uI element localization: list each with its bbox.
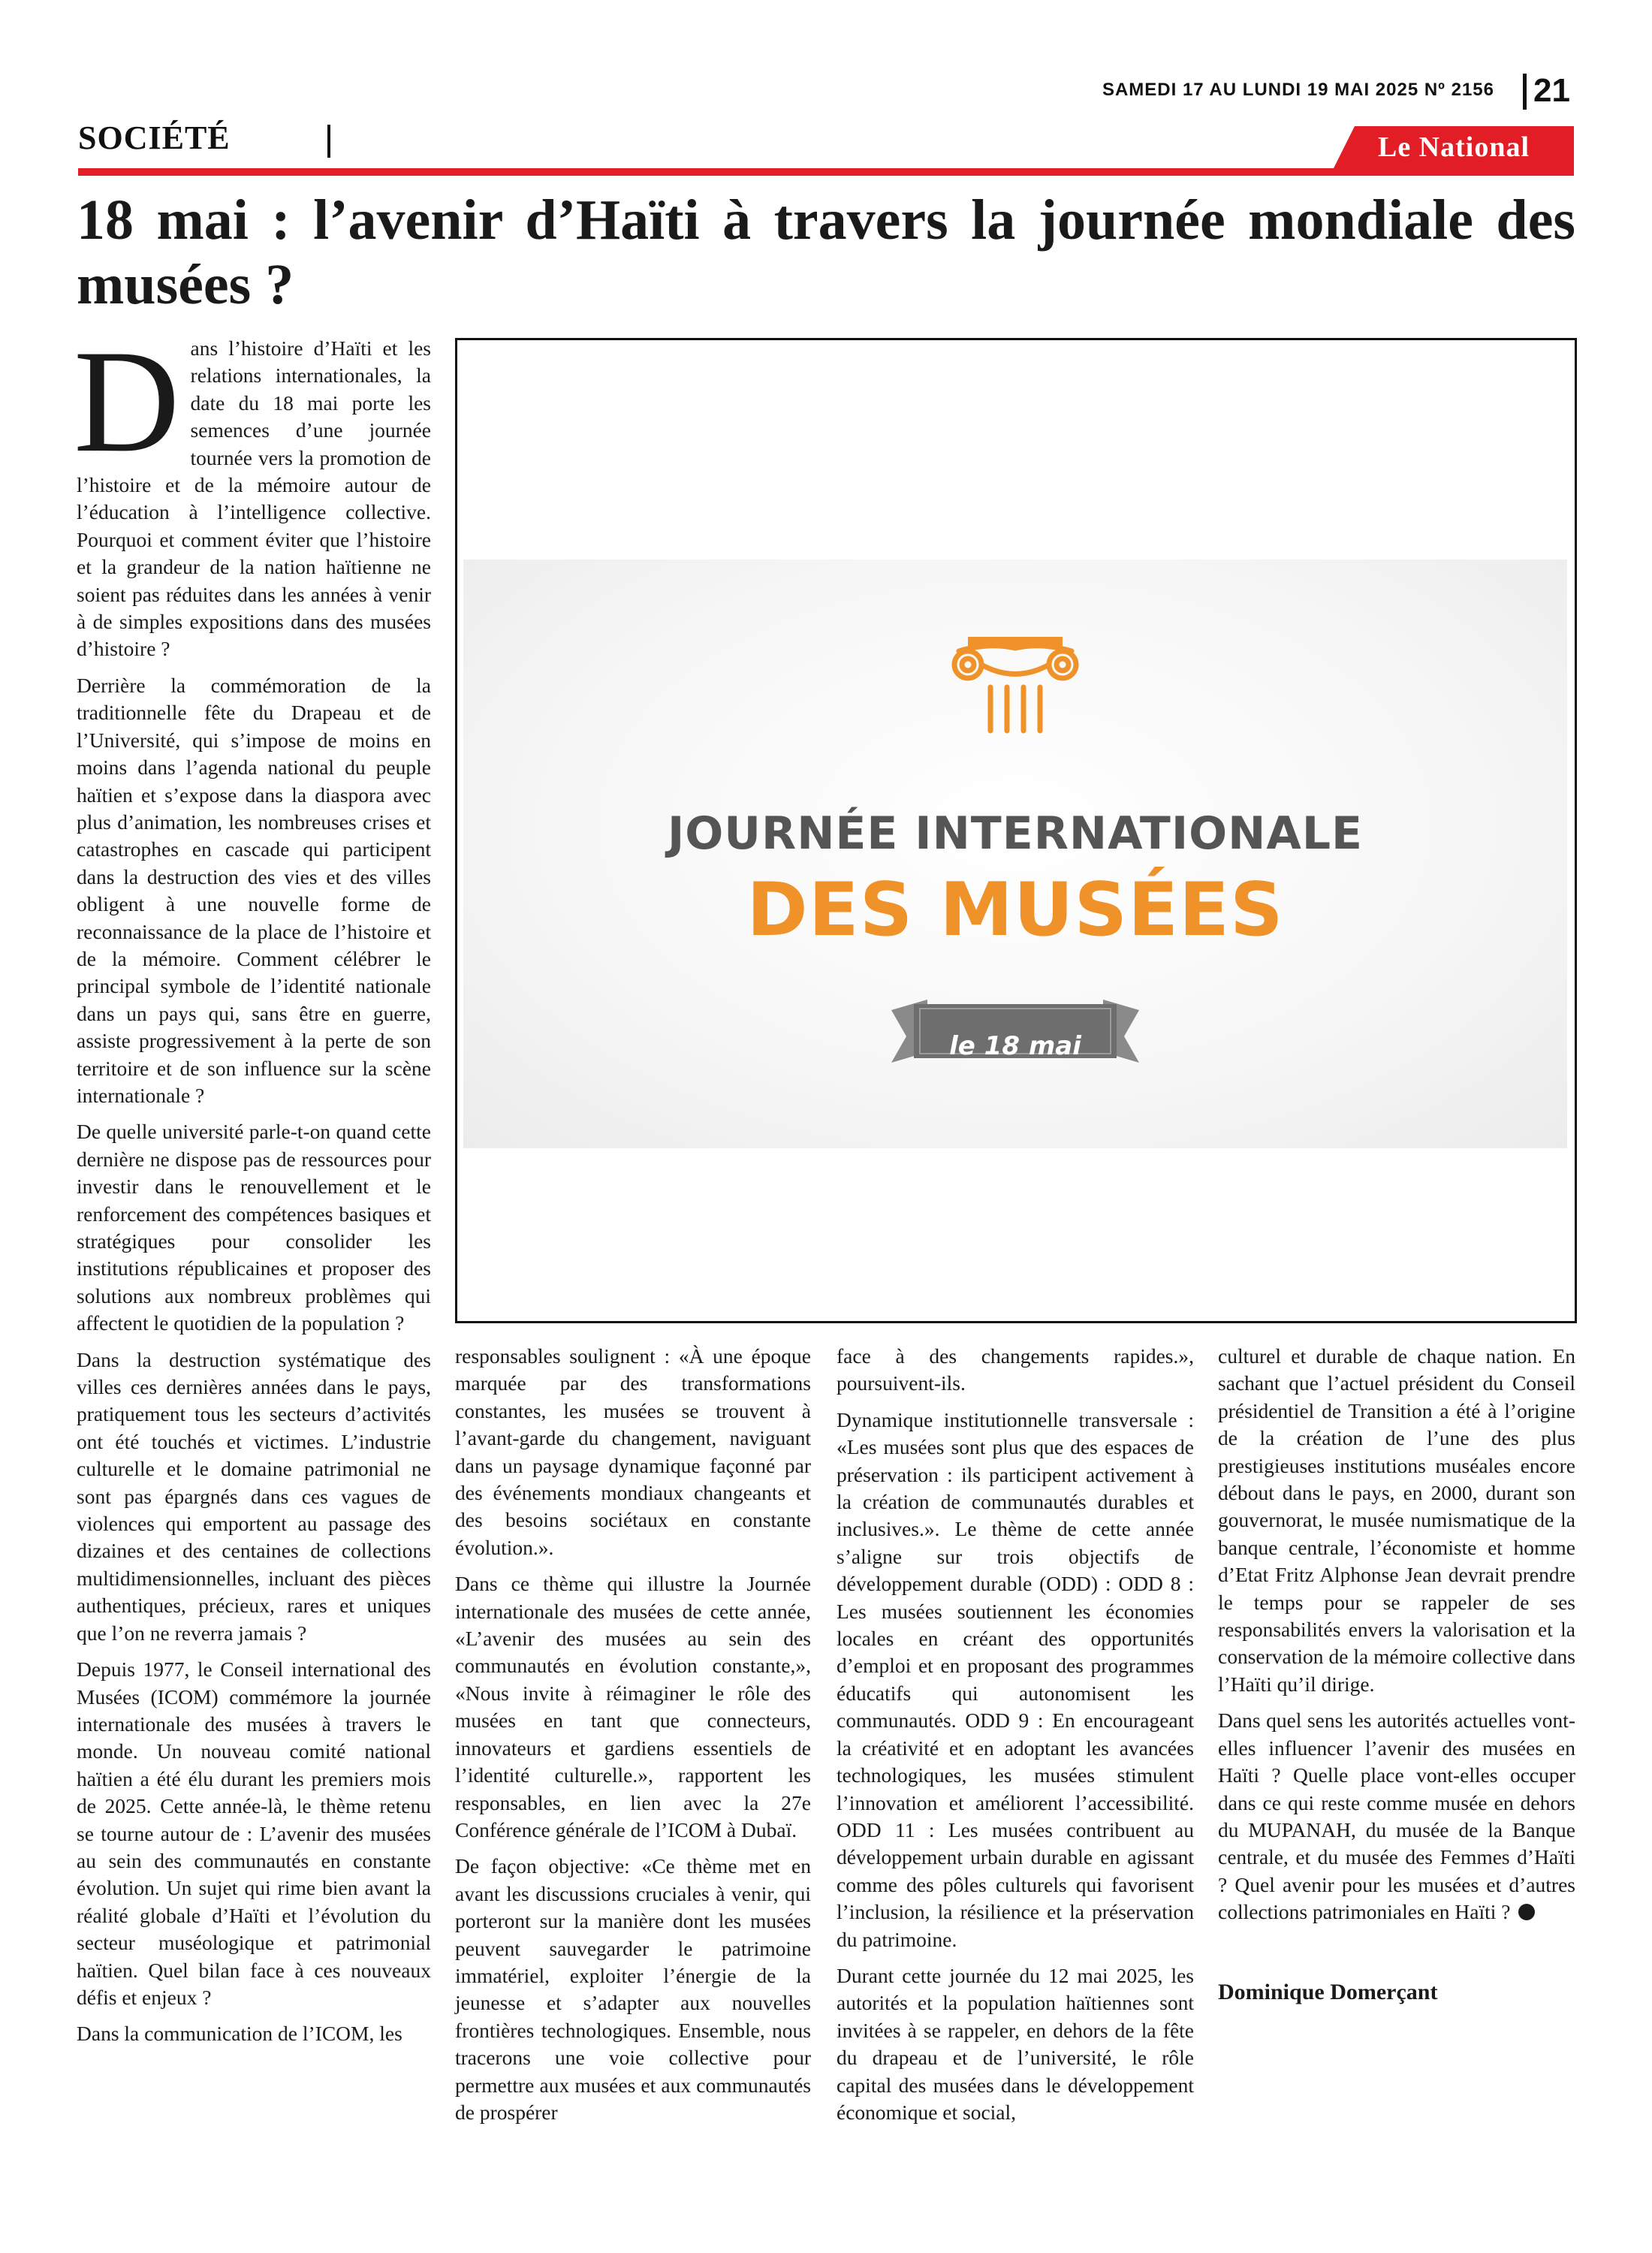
issue-date: SAMEDI 17 AU LUNDI 19 MAI 2025 Nº 2156: [1102, 80, 1494, 100]
museum-day-poster: [463, 559, 1567, 1148]
paragraph: face à des changements rapides.», poursuivent-ils.: [837, 1344, 1194, 1395]
paragraph: Dans ce thème qui illustre la Journée internationale des musées de cette année, «L’avenir des musées au sein des communautés en évolution constante,», «Nous invite à réimaginer le rôle des musées en tant que connecteurs, innovateurs et gardiens essentiels de l’identité culturelle.», rapportent les responsables, en lien avec la 27e Conférence générale de l’ICOM à Dubaï.: [455, 1572, 811, 1841]
paragraph: Dynamique institutionnelle transversale : «Les musées sont plus que des espaces de préservation : ils participent activement à la création de communautés durables et inclusives.». Le thème de cette année s’aligne sur trois objectifs de développement durable (ODD) : ODD 8 : Les musées soutiennent les économies locales en créant des opportunités d’emploi et en proposant des programmes éducatifs qui autonomisent les communautés. ODD 9 : En encourageant la créativité et en adoptant les avancées technologiques, les musées stimulent l’innovation et améliorent l’accessibilité. ODD 11 : Les musées contribuent au développement urbain durable en agissant comme des pôles culturels qui favorisent l’inclusion, la résilience et la préservation du patrimoine.: [837, 1407, 1194, 1951]
paragraph: responsables soulignent : «À une époque marquée par des transformations constantes, les musées se trouvent à l’avant-garde du changement, naviguant dans un paysage dynamique façonné par des événements mondiaux changeants et des besoins sociétaux en constante évolution.».: [455, 1344, 811, 1559]
paragraph: Dans l’histoire d’Haïti et les relations internationales, la date du 18 mai porte les semences d’une journée tournée vers la promotion de l’histoire et de la mémoire autour de l’éducation à l’intelligence collective. Pourquoi et comment éviter que l’histoire et la grandeur de la nation haïtienne ne soient pas réduites dans les années à venir à de simples expositions dans des musées d’histoire ?: [74, 320, 431, 661]
paragraph: De quelle université parle-t-on quand cette dernière ne dispose pas de ressources pour investir dans le renouvellement et le renforcement des compétences basiques et stratégiques pour consolider les institutions républicaines et proposer des solutions aux nombreux problèmes qui affectent le quotidien de la population ?: [77, 1120, 431, 1335]
paragraph: Dans la communication de l’ICOM, les: [77, 2022, 402, 2046]
poster-title-line-2: DES MUSÉES: [746, 867, 1284, 953]
paragraph: Dans quel sens les autorités actuelles vont-elles influencer l’avenir des musées en Haïti ? Quelle place vont-elles occuper dans ce qui reste comme musée en dehors du MUPANAH, du musée de la Banque centrale, et du musée des Femmes d’Haïti ? Quel avenir pour les musées et d’autres collections patrimoniales en Haïti ?: [1218, 1709, 1575, 1924]
article-author: Dominique Domerçant: [1218, 1979, 1438, 2004]
poster-title-line-1: JOURNÉE INTERNATIONALE: [667, 807, 1364, 860]
article-column-1: [74, 320, 431, 2057]
paragraph: Dans la destruction systématique des villes ces dernières années dans le pays, pratiquement tous les secteurs d’activités ont été touchés et victimes. L’industrie culturelle et le domaine patrimonial ne sont pas épargnés dans ces vagues de violences qui emportent au passage des dizaines et des centaines de collections multidimensionnelles, incluant des pièces authentiques, précieux, rares et uniques que l’on ne reverra jamais ?: [77, 1347, 431, 1645]
brand-name: Le National: [1377, 131, 1530, 163]
article-column-4: [1218, 1343, 1575, 2015]
paragraph: Derrière la commémoration de la traditionnelle fête du Drapeau et de l’Université, qui s’impose de moins en moins dans l’agenda national du peuple haïtien et s’expose dans la diaspora avec plus d’animation, les nombreuses crises et catastrophes en cascade qui participent dans la destruction des vies et des villes obligent à une nouvelle forme de reconnaissance de la place de l’histoire et de la mémoire. Comment célébrer le principal symbole de l’identité nationale dans un pays qui, sans être en guerre, assiste progressivement à la perte de son territoire et de son influence sur la scène internationale ?: [77, 673, 431, 1107]
paragraph: Durant cette journée du 12 mai 2025, les autorités et la population haïtiennes sont invitées à se rappeler, en dehors de la fête du drapeau et de l’université, le rôle capital des musées dans le développement économique et social,: [837, 1963, 1194, 2124]
article-headline: 18 mai : l’avenir d’Haïti à travers la journée mondiale des musées ?: [77, 189, 1575, 316]
paragraph: De façon objective: «Ce thème met en avant les discussions cruciales à venir, qui porteront sur la manière dont les musées peuvent sauvegarder le patrimoine immatériel, exploiter l’énergie de la jeunesse et s’adapter aux nouvelles frontières technologiques. Ensemble, nous tracerons une voie collective pour permettre aux musées et aux communautés de prospérer: [455, 1854, 811, 2124]
section-title: SOCIÉTÉ: [78, 119, 231, 156]
article-column-2: [455, 1343, 811, 2135]
paragraph: culturel et durable de chaque nation. En sachant que l’actuel président du Conseil présidentiel de Transition a été à l’origine de la création de l’une des plus prestigieuses institutions muséales encore débout dans le pays, en 2000, durant son gouvernorat, le musée numismatique de la banque centrale, l’économiste et homme d’Etat Fritz Alphonse Jean devrait prendre le temps pour se rappeler de ses responsabilités envers la valorisation et la conservation de la mémoire collective dans l’Haïti qu’il dirige.: [1218, 1344, 1575, 1696]
article-image-frame: [455, 338, 1577, 1323]
poster-ribbon-date: le 18 mai: [949, 1031, 1081, 1061]
header-rule: [78, 168, 1574, 176]
paragraph: Depuis 1977, le Conseil international des Musées (ICOM) commémore la journée internationale des musées à travers le monde. Un nouveau comité national haïtien a été élu durant les premiers mois de 2025. Cette année-là, le thème retenu se tourne autour de : L’avenir des musées au sein des communautés en constante évolution. Un sujet qui rime bien avant la réalité globale d’Haïti et l’évolution du secteur muséologique et patrimonial haïtien. Quel bilan face à ces nouveaux défis et enjeux ?: [77, 1657, 431, 2009]
section-divider: [327, 125, 330, 158]
drop-cap: D: [74, 320, 180, 483]
page-number: 21: [1533, 72, 1570, 109]
end-of-article-icon: [1518, 1904, 1535, 1920]
article-column-3: [837, 1343, 1194, 2135]
page-number-divider: [1523, 74, 1527, 110]
